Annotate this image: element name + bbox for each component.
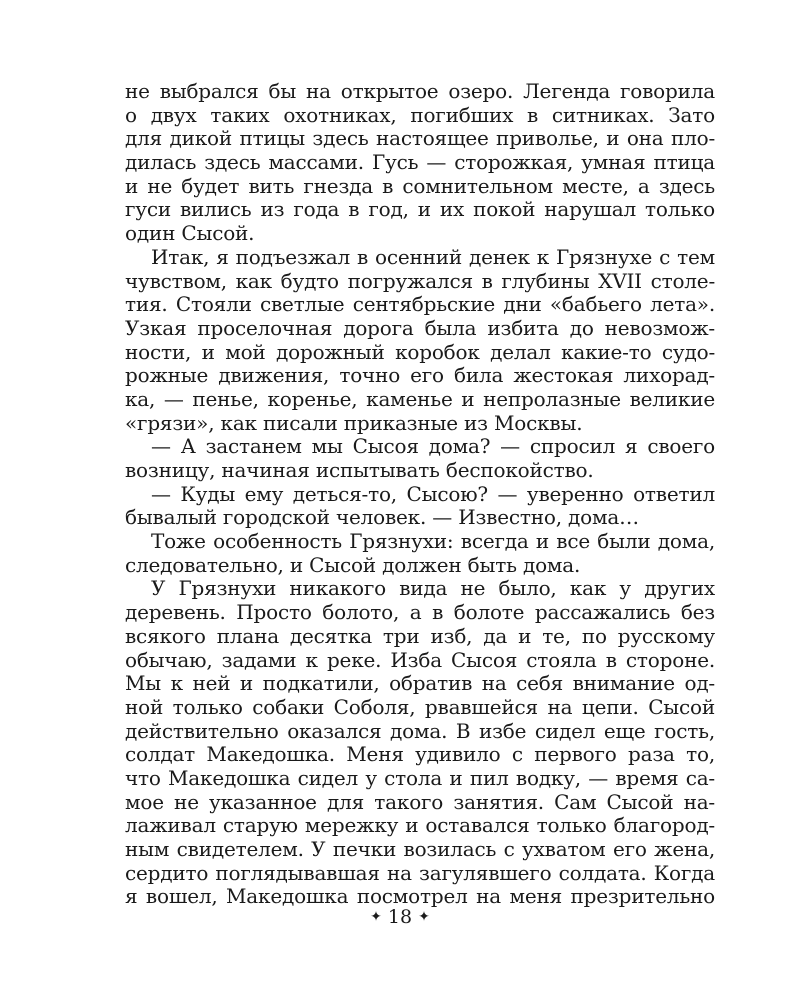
text-line: ности, и мой дорожный коробок делал какие-то судо-	[125, 339, 715, 364]
text-line: чувством, как будто погружался в глубины XVII столе-	[125, 268, 715, 293]
text-line: У Грязнухи никакого вида не было, как у других	[151, 576, 715, 601]
text-line: дилась здесь массами. Гусь — сторожкая, умная птица	[125, 150, 715, 175]
text-line: не выбрался бы на открытое озеро. Легенда говорила	[125, 79, 715, 103]
text-line: гуси вились из года в год, и их покой нарушал только	[125, 197, 715, 222]
text-line: о двух таких охотниках, погибших в ситниках. Зато	[125, 102, 715, 127]
text-line: тия. Стояли светлые сентябрьские дни «бабьего лета».	[125, 292, 715, 317]
ornament-left-icon: ✦	[370, 909, 382, 925]
text-line: сердито поглядывавшая на загулявшего солдата. Когда	[125, 860, 715, 885]
text-line: солдат Македошка. Меня удивило с первого раза то,	[125, 742, 715, 767]
text-line: всякого плана десятка три изб, да и те, по русскому	[125, 623, 715, 648]
ornament-right-icon: ✦	[418, 909, 430, 925]
text-line: рожные движения, точно его била жестокая лихорад-	[125, 363, 715, 388]
text-line: действительно оказался дома. В избе сидел еще гость,	[125, 718, 715, 743]
text-line: я вошел, Македошка посмотрел на меня презрительно	[125, 884, 715, 909]
text-line: следовательно, и Сысой должен быть дома.	[125, 552, 581, 577]
text-line: — А застанем мы Сысоя дома? — спросил я своего	[151, 434, 715, 459]
page-folio	[0, 905, 800, 929]
text-line: Итак, я подъезжал в осенний денек к Грязнухе с тем	[151, 244, 715, 269]
body-text	[125, 80, 715, 909]
text-line: лаживал старую мережку и оставался только благород-	[125, 813, 715, 838]
text-line: — Куды ему деться-то, Сысою? — уверенно ответил	[151, 481, 715, 506]
text-line: Узкая проселочная дорога была избита до невозмож-	[125, 315, 715, 340]
text-line: и не будет вить гнезда в сомнительном месте, а здесь	[125, 173, 715, 198]
text-line: мое не указанное для такого занятия. Сам Сысой на-	[125, 789, 715, 814]
text-line: ка, — пенье, коренье, каменье и непролазные великие	[125, 386, 715, 411]
page-number: 18	[387, 906, 413, 928]
text-line: ным свидетелем. У печки возилась с ухватом его жена,	[125, 837, 715, 861]
text-line: возницу, начиная испытывать беспокойство.	[125, 458, 594, 482]
text-line: один Сысой.	[125, 221, 255, 246]
text-line: ной только собаки Соболя, рвавшейся на цепи. Сысой	[125, 694, 715, 719]
text-line: «грязи», как писали приказные из Москвы.	[125, 410, 583, 435]
text-line: что Македошка сидел у стола и пил водку, — время са-	[125, 765, 715, 790]
text-line: для дикой птицы здесь настоящее приволье, и она пло-	[125, 126, 715, 151]
text-line: Мы к ней и подкатили, обратив на себя внимание од-	[125, 671, 715, 696]
text-line: Тоже особенность Грязнухи: всегда и все были дома,	[151, 529, 715, 554]
text-line: деревень. Просто болото, а в болоте рассажались без	[125, 600, 715, 625]
text-line: обычаю, задами к реке. Изба Сысоя стояла в стороне.	[125, 647, 715, 672]
text-line: бывалый городской человек. — Известно, дома…	[125, 505, 639, 530]
